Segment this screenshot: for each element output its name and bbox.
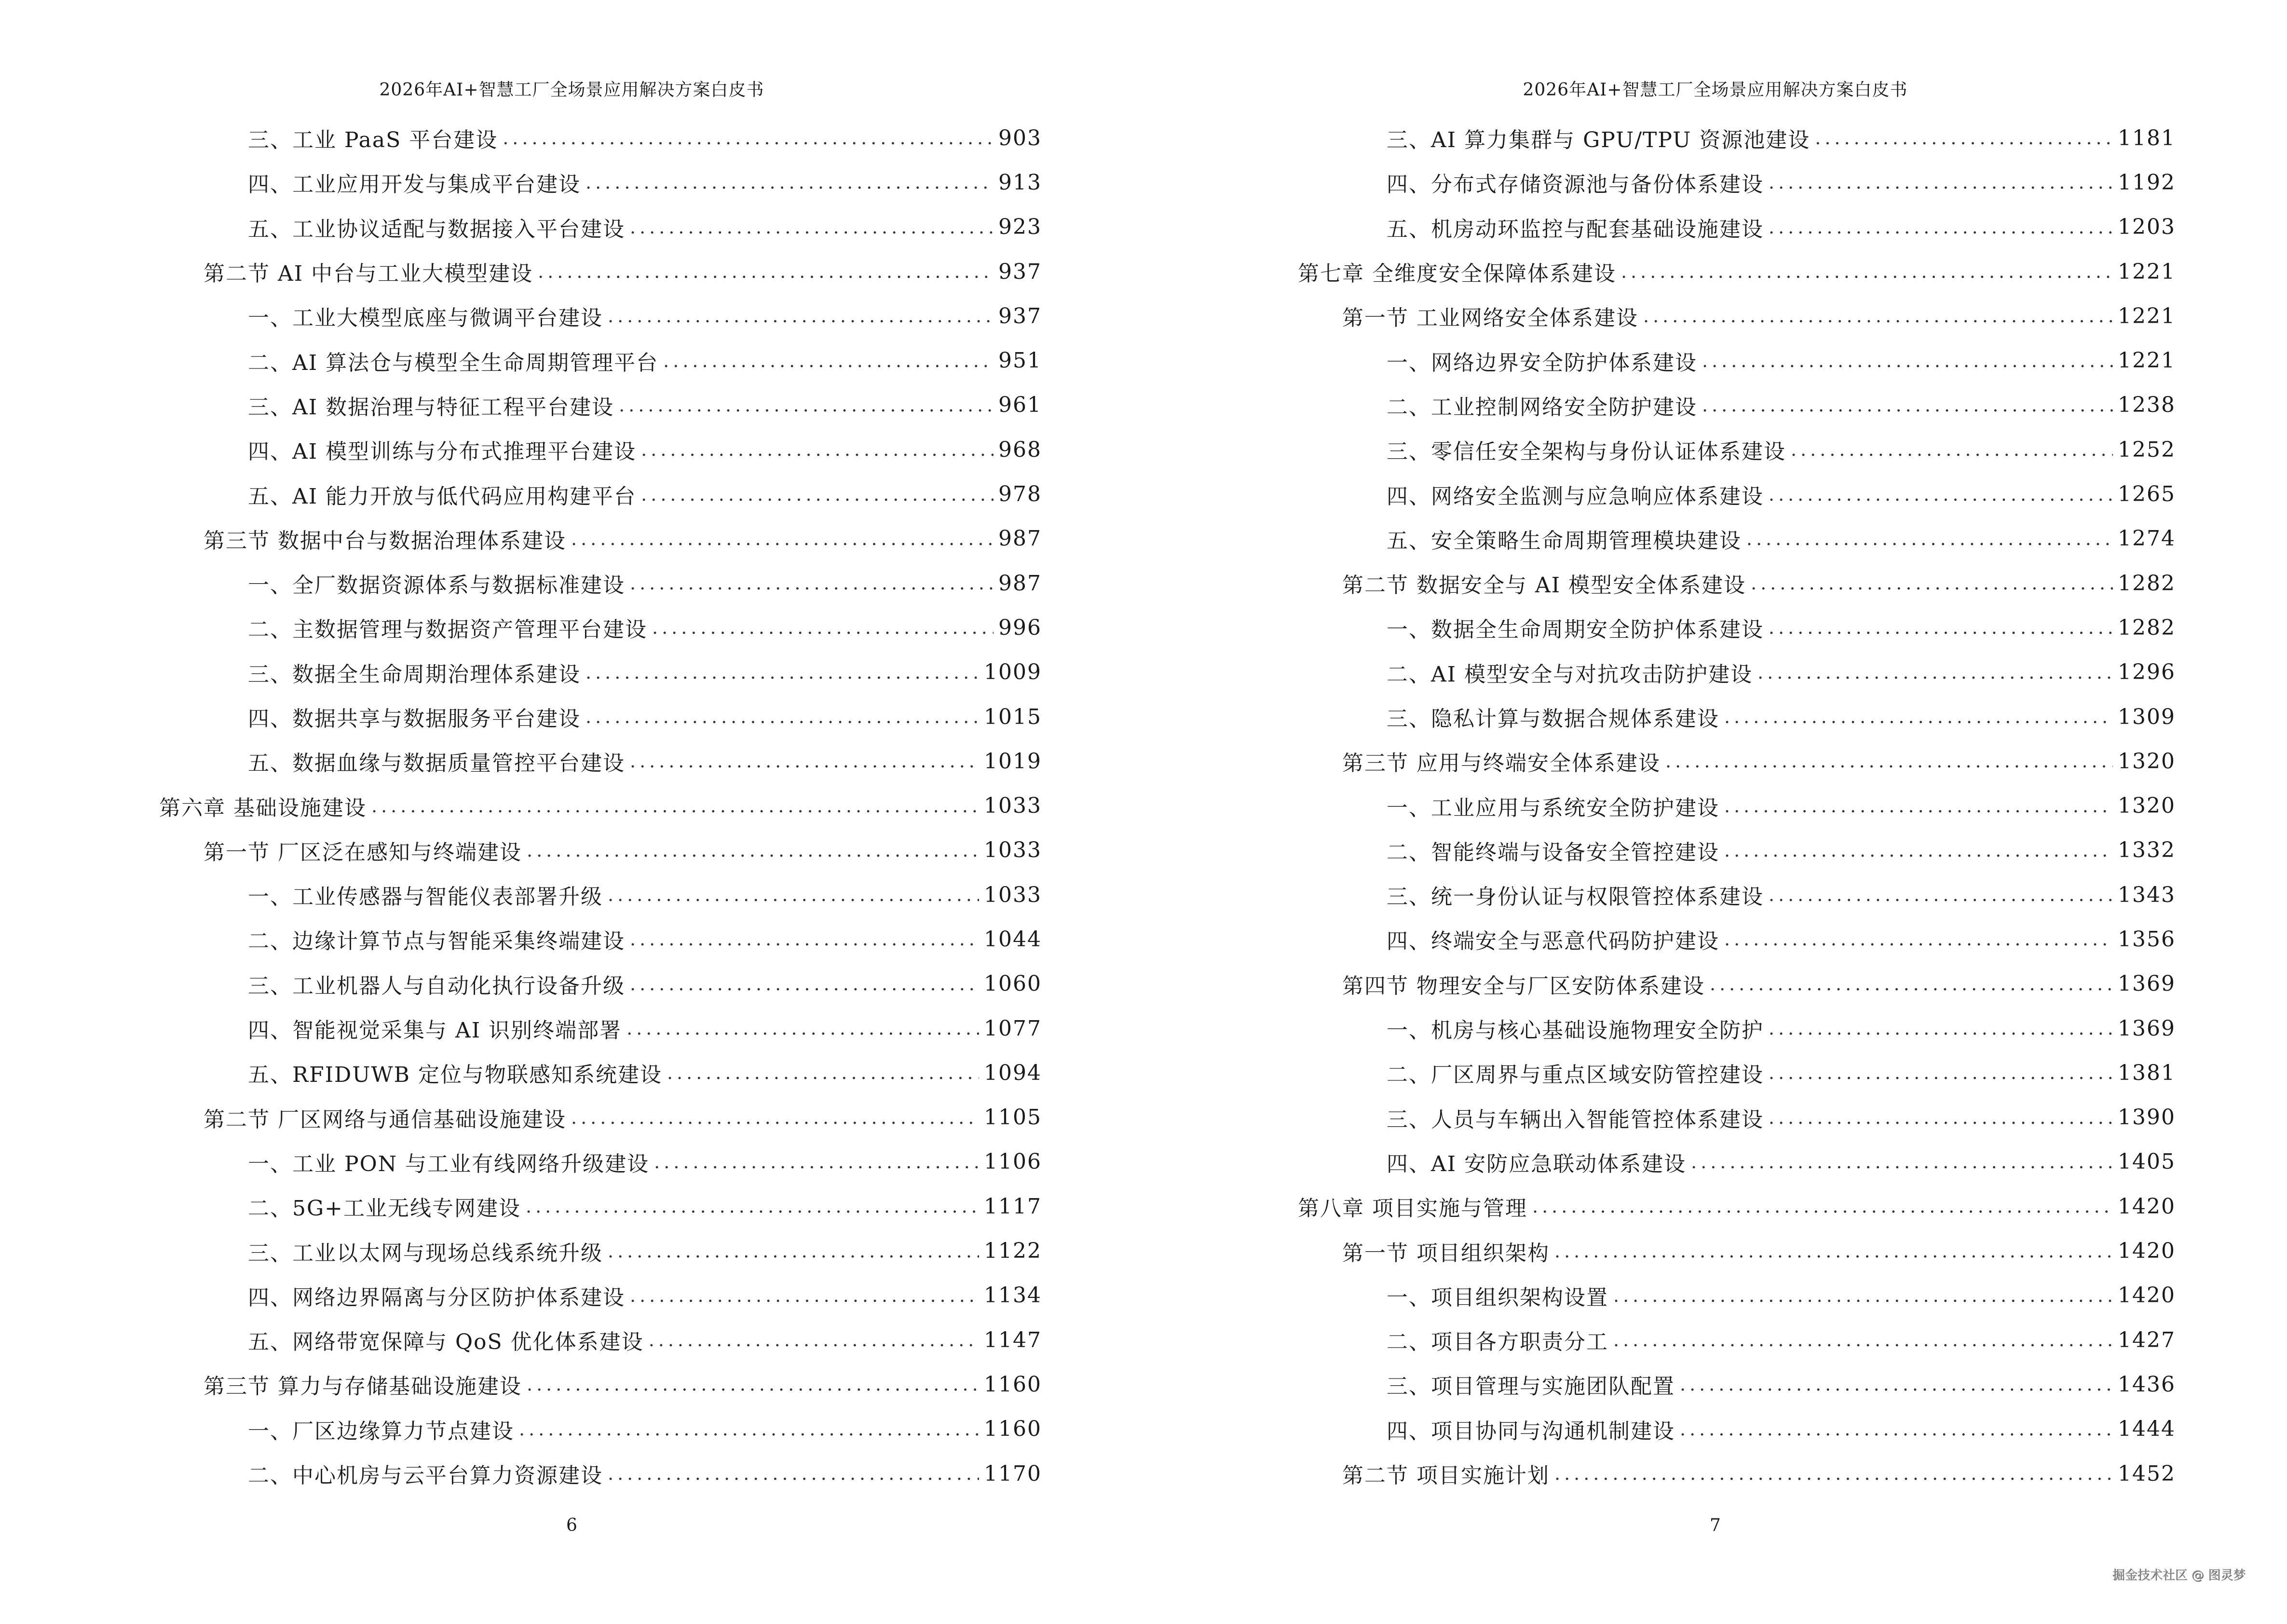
toc-entry-page: 987: [998, 526, 1042, 551]
toc-entry-title: 第八章 项目实施与管理: [1298, 1196, 1527, 1221]
toc-entry-page: 1192: [2118, 170, 2176, 195]
dot-leader: [1769, 217, 2113, 238]
toc-entry-page: 1238: [2118, 393, 2176, 418]
toc-entry[interactable]: [159, 472, 1042, 516]
toc-entry[interactable]: [1298, 338, 2176, 382]
dot-leader: [538, 261, 994, 282]
toc-entry-title: 四、数据共享与数据服务平台建设: [248, 707, 581, 731]
toc-entry-page: 1117: [984, 1194, 1042, 1219]
toc-entry-title: 第二节 厂区网络与通信基础设施建设: [204, 1107, 566, 1132]
toc-entry-title: 四、AI 模型训练与分布式推理平台建设: [248, 439, 637, 464]
dot-leader: [654, 1151, 979, 1173]
dot-leader: [641, 484, 994, 505]
toc-entry-title: 二、5G+工业无线专网建设: [248, 1196, 521, 1221]
toc-entry-page: 1309: [2118, 704, 2176, 729]
toc-entry-title: 二、工业控制网络安全防护建设: [1387, 395, 1697, 420]
dot-leader: [585, 172, 994, 193]
toc-entry-page: 961: [998, 393, 1042, 418]
toc-entry-title: 二、边缘计算节点与智能采集终端建设: [248, 929, 625, 954]
dot-leader: [1769, 1018, 2113, 1039]
toc-entry-page: 951: [998, 348, 1042, 373]
dot-leader: [1815, 127, 2113, 149]
toc-entry-title: 二、AI 模型安全与对抗攻击防护建设: [1387, 662, 1753, 687]
toc-entry-title: 四、工业应用开发与集成平台建设: [248, 172, 581, 197]
toc-entry[interactable]: [159, 1273, 1042, 1318]
toc-entry-page: 1343: [2118, 882, 2176, 907]
toc-entry-title: 三、工业 PaaS 平台建设: [248, 128, 498, 153]
toc-entry[interactable]: [159, 1184, 1042, 1228]
toc-entry-title: 一、工业 PON 与工业有线网络升级建设: [248, 1151, 650, 1176]
toc-entry-title: 二、厂区周界与重点区域安防管控建设: [1387, 1063, 1764, 1088]
dot-leader: [1746, 528, 2113, 549]
toc-entry-title: 第二节 项目实施计划: [1342, 1463, 1550, 1488]
toc-entry-title: 五、网络带宽保障与 QoS 优化体系建设: [248, 1330, 644, 1355]
dot-leader: [1680, 1419, 2113, 1440]
dot-leader: [608, 305, 994, 327]
toc-entry-page: 903: [998, 125, 1042, 150]
toc-entry-page: 1077: [984, 1016, 1042, 1041]
right-page: [1144, 0, 2287, 1624]
toc-entry[interactable]: [1298, 605, 2176, 650]
toc-entry-page: 1282: [2118, 615, 2176, 640]
toc-entry-title: 二、主数据管理与数据资产管理平台建设: [248, 617, 647, 642]
toc-entry-title: 三、隐私计算与数据合规体系建设: [1387, 707, 1719, 731]
toc-entry-title: 二、AI 算法仓与模型全生命周期管理平台: [248, 350, 659, 375]
toc-entry-title: 三、统一身份认证与权限管控体系建设: [1387, 885, 1764, 910]
dot-leader: [1710, 973, 2113, 995]
toc-entry-page: 1221: [2118, 303, 2176, 328]
toc-entry[interactable]: [159, 1407, 1042, 1451]
toc-entry-page: 1390: [2118, 1105, 2176, 1130]
toc-entry[interactable]: [159, 783, 1042, 828]
dot-leader: [1751, 573, 2113, 594]
toc-entry-title: 五、安全策略生命周期管理模块建设: [1387, 528, 1742, 553]
toc-entry[interactable]: [1298, 561, 2176, 605]
toc-entry[interactable]: [1298, 695, 2176, 739]
dot-leader: [1769, 484, 2113, 505]
toc-entry-page: 1405: [2118, 1149, 2176, 1174]
toc-entry-title: 一、工业大模型底座与微调平台建设: [248, 306, 603, 331]
toc-entry-page: 1427: [2118, 1327, 2176, 1352]
dot-leader: [1532, 1196, 2113, 1217]
dot-leader: [630, 751, 979, 772]
toc-entry[interactable]: [1298, 650, 2176, 695]
watermark: 掘金技术社区 @ 图灵梦: [2112, 1568, 2246, 1583]
toc-entry[interactable]: [1298, 1095, 2176, 1140]
toc-entry-page: 1320: [2118, 749, 2176, 774]
toc-entry-page: 1274: [2118, 526, 2176, 551]
dot-leader: [608, 1463, 979, 1484]
toc-entry-title: 一、工业传感器与智能仪表部署升级: [248, 885, 603, 910]
dot-leader: [1791, 439, 2113, 460]
toc-entry-title: 四、AI 安防应急联动体系建设: [1387, 1151, 1687, 1176]
toc-entry-page: 1356: [2118, 927, 2176, 952]
toc-entry-page: 1420: [2118, 1194, 2176, 1219]
dot-leader: [585, 706, 979, 727]
dot-leader: [585, 662, 979, 683]
dot-leader: [1613, 1285, 2113, 1306]
toc-entry-page: 1381: [2118, 1060, 2176, 1085]
toc-entry-title: 三、AI 算力集群与 GPU/TPU 资源池建设: [1387, 128, 1811, 153]
toc-entry-page: 1019: [984, 749, 1042, 774]
toc-entry-page: 1160: [984, 1372, 1042, 1397]
toc-entry[interactable]: [159, 1095, 1042, 1140]
toc-entry-title: 一、厂区边缘算力节点建设: [248, 1419, 514, 1444]
toc-entry-page: 1452: [2118, 1461, 2176, 1486]
toc-entry[interactable]: [159, 1006, 1042, 1051]
toc-entry-page: 1369: [2118, 971, 2176, 996]
toc-entry-title: 一、项目组织架构设置: [1387, 1285, 1608, 1310]
toc-entry-page: 1252: [2118, 437, 2176, 462]
toc-entry-title: 第三节 数据中台与数据治理体系建设: [204, 528, 566, 553]
toc-entry-title: 三、项目管理与实施团队配置: [1387, 1374, 1675, 1399]
toc-entry[interactable]: [159, 1451, 1042, 1496]
toc-entry[interactable]: [1298, 294, 2176, 338]
toc-entry-title: 第三节 算力与存储基础设施建设: [204, 1374, 522, 1399]
toc-entry-page: 1033: [984, 882, 1042, 907]
dot-leader: [608, 1241, 979, 1262]
toc-entry-title: 四、网络边界隔离与分区防护体系建设: [248, 1285, 625, 1310]
toc-entry[interactable]: [1298, 116, 2176, 160]
toc-entry-title: 二、智能终端与设备安全管控建设: [1387, 840, 1719, 865]
toc-entry-page: 1332: [2118, 838, 2176, 863]
toc-entry-page: 1436: [2118, 1372, 2176, 1397]
toc-entry-page: 1170: [984, 1461, 1042, 1486]
toc-entry[interactable]: [159, 650, 1042, 695]
toc-entry[interactable]: [159, 249, 1042, 294]
toc-entry-page: 1160: [984, 1417, 1042, 1442]
dot-leader: [649, 1329, 979, 1351]
toc-entry-page: 1203: [2118, 215, 2176, 240]
toc-entry-page: 978: [998, 482, 1042, 507]
dot-leader: [503, 127, 994, 149]
toc-entry-page: 1015: [984, 704, 1042, 729]
dot-leader: [652, 617, 994, 638]
toc-entry-title: 第一节 厂区泛在感知与终端建设: [204, 840, 522, 865]
toc-entry-page: 1134: [984, 1283, 1042, 1308]
toc-entry-title: 四、智能视觉采集与 AI 识别终端部署: [248, 1018, 622, 1043]
toc-entry-page: 937: [998, 259, 1042, 284]
toc-entry-page: 937: [998, 303, 1042, 328]
dot-leader: [1643, 305, 2113, 327]
toc-entry[interactable]: [159, 294, 1042, 338]
dot-leader: [1680, 1374, 2113, 1395]
dot-leader: [663, 350, 994, 371]
page-header: 2026年AI+智慧工厂全场景应用解决方案白皮书: [1523, 80, 1908, 100]
toc-entry-page: 1009: [984, 660, 1042, 685]
toc-entry-title: 三、零信任安全架构与身份认证体系建设: [1387, 439, 1786, 464]
dot-leader: [630, 573, 994, 594]
page-number: 6: [566, 1515, 577, 1535]
dot-leader: [1724, 795, 2113, 817]
toc-entry-page: 1122: [984, 1239, 1042, 1264]
toc-entry[interactable]: [159, 427, 1042, 472]
dot-leader: [626, 1018, 979, 1039]
toc-entry-title: 第一节 项目组织架构: [1342, 1241, 1550, 1266]
toc-entry-page: 1147: [984, 1327, 1042, 1352]
toc-entry-title: 一、工业应用与系统安全防护建设: [1387, 795, 1719, 820]
toc-entry-title: 第六章 基础设施建设: [159, 795, 367, 820]
toc-entry-title: 五、RFIDUWB 定位与物联感知系统建设: [248, 1063, 662, 1088]
toc-entry[interactable]: [1298, 1318, 2176, 1362]
dot-leader: [619, 395, 994, 416]
toc-entry-title: 第二节 AI 中台与工业大模型建设: [204, 261, 533, 287]
toc-entry-page: 913: [998, 170, 1042, 195]
dot-leader: [1554, 1463, 2113, 1484]
toc-entry-title: 五、数据血缘与数据质量管控平台建设: [248, 751, 625, 776]
toc-entry[interactable]: [1298, 205, 2176, 249]
dot-leader: [1691, 1151, 2113, 1173]
page-number: 7: [1710, 1515, 1721, 1535]
toc-entry[interactable]: [159, 1362, 1042, 1406]
toc-entry-page: 1044: [984, 927, 1042, 952]
toc-entry-title: 三、数据全生命周期治理体系建设: [248, 662, 581, 687]
toc-entry[interactable]: [1298, 1051, 2176, 1095]
toc-entry-title: 四、网络安全监测与应急响应体系建设: [1387, 484, 1764, 509]
toc-entry-page: 923: [998, 215, 1042, 240]
toc-entry-page: 1420: [2118, 1283, 2176, 1308]
dot-leader: [1757, 662, 2113, 683]
toc-entry-page: 1265: [2118, 482, 2176, 507]
toc-entry[interactable]: [1298, 783, 2176, 828]
table-of-contents: [159, 116, 1042, 1496]
toc-entry[interactable]: [1298, 517, 2176, 561]
toc-entry[interactable]: [1298, 1006, 2176, 1051]
dot-leader: [1702, 350, 2113, 371]
dot-leader: [1702, 395, 2113, 416]
toc-entry-title: 四、项目协同与沟通机制建设: [1387, 1419, 1675, 1444]
dot-leader: [1724, 706, 2113, 727]
dot-leader: [1724, 928, 2113, 950]
toc-entry-title: 三、人员与车辆出入智能管控体系建设: [1387, 1107, 1764, 1132]
dot-leader: [1621, 261, 2113, 282]
toc-entry[interactable]: [159, 1318, 1042, 1362]
toc-entry-page: 1369: [2118, 1016, 2176, 1041]
toc-entry[interactable]: [159, 383, 1042, 427]
toc-entry-page: 1033: [984, 838, 1042, 863]
dot-leader: [1769, 884, 2113, 905]
toc-entry[interactable]: [1298, 383, 2176, 427]
toc-entry[interactable]: [159, 873, 1042, 917]
toc-entry[interactable]: [1298, 873, 2176, 917]
toc-entry[interactable]: [1298, 962, 2176, 1006]
toc-entry-title: 四、分布式存储资源池与备份体系建设: [1387, 172, 1764, 197]
dot-leader: [608, 884, 979, 905]
toc-entry-title: 二、中心机房与云平台算力资源建设: [248, 1463, 603, 1488]
toc-entry[interactable]: [1298, 160, 2176, 205]
dot-leader: [1769, 1062, 2113, 1083]
dot-leader: [1724, 840, 2113, 861]
toc-entry-title: 第二节 数据安全与 AI 模型安全体系建设: [1342, 573, 1746, 598]
toc-entry[interactable]: [159, 561, 1042, 605]
toc-entry-page: 1282: [2118, 571, 2176, 596]
page-header: 2026年AI+智慧工厂全场景应用解决方案白皮书: [379, 80, 764, 100]
toc-entry[interactable]: [1298, 472, 2176, 516]
toc-entry-page: 1320: [2118, 793, 2176, 819]
toc-entry-title: 第七章 全维度安全保障体系建设: [1298, 261, 1616, 287]
toc-entry-title: 第一节 工业网络安全体系建设: [1342, 306, 1638, 331]
toc-entry[interactable]: [159, 338, 1042, 382]
toc-entry-title: 三、工业机器人与自动化执行设备升级: [248, 973, 625, 998]
toc-entry-page: 1296: [2118, 660, 2176, 685]
toc-entry[interactable]: [159, 1051, 1042, 1095]
toc-entry-page: 1105: [984, 1105, 1042, 1130]
toc-entry-title: 第四节 物理安全与厂区安防体系建设: [1342, 973, 1705, 998]
toc-entry-page: 1094: [984, 1060, 1042, 1085]
dot-leader: [527, 840, 979, 861]
toc-entry-title: 二、项目各方职责分工: [1387, 1330, 1608, 1355]
dot-leader: [630, 1285, 979, 1306]
dot-leader: [526, 1196, 979, 1217]
toc-entry-page: 1060: [984, 971, 1042, 996]
dot-leader: [630, 973, 979, 995]
toc-entry[interactable]: [159, 116, 1042, 160]
toc-entry-page: 1444: [2118, 1417, 2176, 1442]
toc-entry[interactable]: [1298, 1184, 2176, 1228]
toc-entry-title: 五、AI 能力开放与低代码应用构建平台: [248, 484, 637, 509]
toc-entry-page: 1033: [984, 793, 1042, 819]
toc-entry-page: 996: [998, 615, 1042, 640]
toc-entry[interactable]: [1298, 1407, 2176, 1451]
toc-entry-title: 三、工业以太网与现场总线系统升级: [248, 1241, 603, 1266]
toc-entry-page: 1106: [984, 1149, 1042, 1174]
toc-entry[interactable]: [159, 205, 1042, 249]
toc-entry-title: 一、网络边界安全防护体系建设: [1387, 350, 1697, 375]
toc-entry[interactable]: [1298, 739, 2176, 783]
toc-entry[interactable]: [1298, 1140, 2176, 1184]
dot-leader: [1769, 1107, 2113, 1128]
toc-entry-page: 1420: [2118, 1239, 2176, 1264]
table-of-contents: [1298, 116, 2176, 1496]
dot-leader: [1613, 1329, 2113, 1351]
dot-leader: [571, 528, 994, 549]
toc-entry-title: 三、AI 数据治理与特征工程平台建设: [248, 395, 614, 420]
dot-leader: [527, 1374, 979, 1395]
dot-leader: [667, 1062, 979, 1083]
dot-leader: [1769, 617, 2113, 638]
toc-entry[interactable]: [1298, 249, 2176, 294]
toc-entry-page: 987: [998, 571, 1042, 596]
toc-entry[interactable]: [159, 605, 1042, 650]
dot-leader: [371, 795, 979, 817]
dot-leader: [1769, 172, 2113, 193]
toc-entry[interactable]: [159, 1228, 1042, 1273]
toc-entry[interactable]: [159, 917, 1042, 961]
toc-entry-title: 一、全厂数据资源体系与数据标准建设: [248, 573, 625, 598]
toc-entry-title: 一、机房与核心基础设施物理安全防护: [1387, 1018, 1764, 1043]
toc-entry[interactable]: [1298, 917, 2176, 961]
toc-entry[interactable]: [159, 962, 1042, 1006]
toc-entry-title: 一、数据全生命周期安全防护体系建设: [1387, 617, 1764, 642]
toc-entry[interactable]: [159, 1140, 1042, 1184]
toc-entry[interactable]: [1298, 1451, 2176, 1496]
toc-entry[interactable]: [1298, 1273, 2176, 1318]
toc-entry[interactable]: [159, 517, 1042, 561]
toc-entry-title: 四、终端安全与恶意代码防护建设: [1387, 929, 1719, 954]
toc-entry[interactable]: [1298, 427, 2176, 472]
dot-leader: [1665, 751, 2113, 772]
toc-entry[interactable]: [159, 160, 1042, 205]
toc-entry[interactable]: [1298, 1362, 2176, 1406]
dot-leader: [1554, 1241, 2113, 1262]
toc-entry-page: 1221: [2118, 259, 2176, 284]
toc-entry-page: 1221: [2118, 348, 2176, 373]
toc-entry[interactable]: [1298, 1228, 2176, 1273]
toc-entry-title: 五、工业协议适配与数据接入平台建设: [248, 217, 625, 242]
toc-entry-title: 五、机房动环监控与配套基础设施建设: [1387, 217, 1764, 242]
toc-entry-title: 第三节 应用与终端安全体系建设: [1342, 751, 1661, 776]
toc-entry[interactable]: [159, 695, 1042, 739]
dot-leader: [630, 928, 979, 950]
toc-entry[interactable]: [1298, 828, 2176, 873]
toc-entry[interactable]: [159, 828, 1042, 873]
toc-entry-page: 968: [998, 437, 1042, 462]
toc-entry[interactable]: [159, 739, 1042, 783]
dot-leader: [630, 217, 994, 238]
toc-entry-page: 1181: [2118, 125, 2176, 150]
dot-leader: [519, 1419, 979, 1440]
dot-leader: [641, 439, 994, 460]
dot-leader: [571, 1107, 979, 1128]
